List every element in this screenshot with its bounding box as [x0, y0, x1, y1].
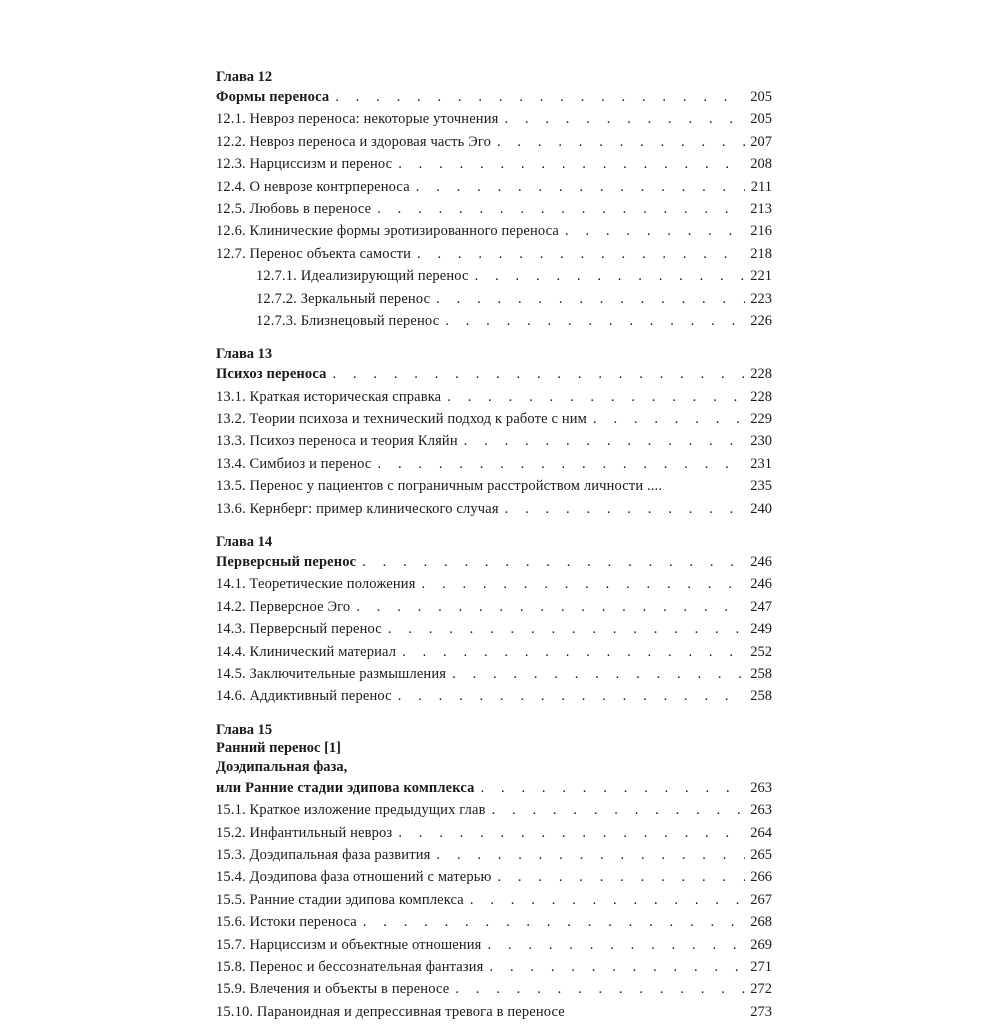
- toc-entry-page: 264: [750, 824, 772, 841]
- toc-entry-page: 258: [750, 665, 772, 682]
- dot-leader: [490, 956, 746, 978]
- dot-leader: [488, 934, 746, 956]
- toc-entry-page: 265: [750, 846, 772, 863]
- toc-entry[interactable]: [216, 866, 772, 888]
- toc-entry[interactable]: [216, 822, 772, 844]
- dot-leader: [398, 153, 745, 175]
- toc-entry[interactable]: [216, 956, 772, 978]
- chapter-label: Глава 14: [216, 534, 273, 551]
- toc-entry[interactable]: [216, 844, 772, 866]
- toc-entry-text: 12.4. О неврозе контрпереноса: [216, 178, 410, 195]
- toc-entry[interactable]: [216, 108, 772, 130]
- dot-leader: [475, 265, 745, 287]
- chapter-section: [216, 721, 772, 1023]
- toc-entry[interactable]: [216, 176, 772, 198]
- toc-entry-page: 235: [750, 478, 772, 495]
- dot-leader: [356, 596, 745, 618]
- toc-entry[interactable]: [216, 641, 772, 663]
- toc-entry[interactable]: [216, 1001, 772, 1023]
- toc-entry-page: 267: [750, 891, 772, 908]
- toc-entry-text: 15.2. Инфантильный невроз: [216, 824, 393, 841]
- toc-entry[interactable]: [216, 663, 772, 685]
- toc-entry-text: 13.1. Краткая историческая справка: [216, 388, 442, 405]
- toc-entry-text: 15.1. Краткое изложение предыдущих глав: [216, 802, 486, 819]
- dot-leader: [455, 978, 745, 1000]
- toc-entry-page: 230: [750, 433, 772, 450]
- dot-leader: [445, 310, 745, 332]
- toc-entry-page: 258: [750, 688, 772, 705]
- dot-leader: [452, 663, 745, 685]
- toc-entry-text: 15.8. Перенос и бессознательная фантазия: [216, 958, 484, 975]
- toc-entry[interactable]: [216, 573, 772, 595]
- toc-entry[interactable]: [216, 153, 772, 175]
- toc-entry-page: 213: [750, 200, 772, 217]
- toc-entry-page: 271: [750, 958, 772, 975]
- toc-entry-text: 14.2. Перверсное Эго: [216, 598, 351, 615]
- chapter-title-page: 205: [750, 89, 772, 105]
- toc-entry-text: 13.2. Теории психоза и технический подход к работе с ним: [216, 411, 587, 428]
- toc-entry[interactable]: [216, 475, 772, 497]
- toc-entry-text: 12.5. Любовь в переносе: [216, 200, 372, 217]
- toc-entry-text: 15.9. Влечения и объекты в переносе: [216, 981, 450, 998]
- chapter-title-page: 263: [750, 779, 772, 796]
- toc-entry-text: 15.5. Ранние стадии эдипова комплекса: [216, 891, 464, 908]
- toc-entry-text: 15.7. Нарциссизм и объектные отношения: [216, 936, 482, 953]
- toc-entry-page: 246: [750, 576, 772, 593]
- chapter-section: [216, 533, 772, 708]
- toc-entry-text: 13.4. Симбиоз и перенос: [216, 455, 372, 472]
- dot-leader: [422, 573, 745, 595]
- toc-entry[interactable]: [216, 243, 772, 265]
- toc-entry-text: 14.1. Теоретические положения: [216, 576, 416, 593]
- toc-entry-text: 12.7. Перенос объекта самости: [216, 245, 411, 262]
- toc-entry-page: 269: [750, 936, 772, 953]
- dot-leader: [332, 363, 745, 385]
- toc-entry-text: 13.3. Психоз переноса и теория Кляйн: [216, 433, 458, 450]
- toc-entry-text: 14.4. Клинический материал: [216, 643, 397, 660]
- dot-leader: [402, 641, 745, 663]
- chapter-title-page: 228: [750, 366, 772, 383]
- chapter-title[interactable]: [216, 551, 772, 573]
- chapter-title-text: или Ранние стадии эдипова комплекса: [216, 779, 475, 796]
- dot-leader: [447, 386, 745, 408]
- toc-entry[interactable]: [216, 498, 772, 520]
- table-of-contents: [216, 68, 772, 1036]
- toc-entry-page: 221: [750, 268, 772, 285]
- dot-leader: [492, 799, 745, 821]
- chapter-title[interactable]: [216, 86, 772, 108]
- toc-entry-page: 272: [750, 981, 772, 998]
- toc-entry[interactable]: [216, 453, 772, 475]
- dot-leader: [377, 198, 745, 220]
- dot-leader: [481, 777, 745, 799]
- toc-entry[interactable]: [216, 430, 772, 452]
- chapter-section: [216, 345, 772, 520]
- toc-entry[interactable]: [216, 618, 772, 640]
- dot-leader: [398, 822, 745, 844]
- toc-entry-text: 15.10. Параноидная и депрессивная тревога в переносе: [216, 1003, 565, 1020]
- toc-entry-text: 12.1. Невроз переноса: некоторые уточнения: [216, 111, 499, 128]
- dot-leader: [363, 911, 745, 933]
- toc-entry-text: 13.6. Кернберг: пример клинического случая: [216, 500, 499, 517]
- toc-entry[interactable]: [216, 934, 772, 956]
- dot-leader: [436, 288, 745, 310]
- chapter-title-text: Психоз переноса: [216, 366, 327, 383]
- toc-entry[interactable]: [216, 220, 772, 242]
- chapter-title-text: Формы переноса: [216, 89, 330, 105]
- dot-leader: [593, 408, 745, 430]
- dot-leader: [505, 498, 745, 520]
- dot-leader: [497, 866, 745, 888]
- dot-leader: [335, 86, 745, 108]
- toc-entry-page: 218: [750, 245, 772, 262]
- toc-entry[interactable]: [216, 911, 772, 933]
- toc-entry-page: 207: [750, 133, 772, 150]
- toc-entry-page: 205: [750, 111, 772, 128]
- dot-leader: [417, 243, 745, 265]
- toc-entry[interactable]: [216, 310, 772, 332]
- toc-entry[interactable]: [216, 596, 772, 618]
- toc-entry[interactable]: [216, 685, 772, 707]
- toc-entry-page: 229: [750, 411, 772, 428]
- chapter-label: Глава 13: [216, 346, 273, 363]
- chapter-section: [216, 68, 772, 332]
- toc-entry-text: 12.3. Нарциссизм и перенос: [216, 156, 393, 173]
- toc-entry-page: 249: [750, 621, 772, 638]
- toc-entry[interactable]: [216, 131, 772, 153]
- toc-entry[interactable]: [216, 198, 772, 220]
- toc-entry-page: 266: [750, 869, 772, 886]
- toc-entry-text: 12.7.1. Идеализирующий перенос: [256, 268, 469, 285]
- dot-leader: [436, 844, 745, 866]
- toc-entry-page: 228: [750, 388, 772, 405]
- toc-entry-text: 15.3. Доэдипальная фаза развития: [216, 846, 431, 863]
- toc-entry-text: 12.7.2. Зеркальный перенос: [256, 290, 431, 307]
- dot-leader: [470, 889, 745, 911]
- toc-entry-page: 208: [750, 156, 772, 173]
- toc-entry-page: 273: [750, 1003, 772, 1020]
- toc-entry-text: 12.2. Невроз переноса и здоровая часть Эго: [216, 133, 491, 150]
- toc-entry[interactable]: [216, 978, 772, 1000]
- toc-entry-text: 14.5. Заключительные размышления: [216, 665, 447, 682]
- dot-leader: [398, 685, 745, 707]
- chapter-title[interactable]: [216, 777, 772, 799]
- toc-entry-text: 12.6. Клинические формы эротизированного переноса: [216, 223, 560, 240]
- toc-entry[interactable]: [216, 408, 772, 430]
- toc-entry-text: 14.6. Аддиктивный перенос: [216, 688, 392, 705]
- toc-entry[interactable]: [216, 799, 772, 821]
- dot-leader: [416, 176, 745, 198]
- chapter-title-page: 246: [750, 554, 772, 571]
- dot-leader: [565, 220, 745, 242]
- toc-entry-page: 211: [750, 178, 772, 195]
- toc-entry-page: 223: [750, 290, 772, 307]
- toc-entry-page: 240: [750, 500, 772, 517]
- toc-entry-page: 263: [750, 802, 772, 819]
- chapter-title[interactable]: [216, 363, 772, 385]
- toc-entry[interactable]: [216, 386, 772, 408]
- toc-entry[interactable]: [216, 288, 772, 310]
- chapter-label: Глава 15: [216, 721, 273, 738]
- toc-entry-text: 13.5. Перенос у пациентов с пограничным расстройством личности ....: [216, 478, 663, 495]
- toc-entry-page: 226: [750, 312, 772, 329]
- toc-entry-text: 12.7.3. Близнецовый перенос: [256, 312, 440, 329]
- chapter-title-text: Перверсный перенос: [216, 554, 357, 571]
- toc-entry[interactable]: [216, 889, 772, 911]
- toc-entry[interactable]: [216, 265, 772, 287]
- dot-leader: [362, 551, 745, 573]
- toc-entry-page: 231: [750, 455, 772, 472]
- dot-leader: [388, 618, 745, 640]
- dot-leader: [378, 453, 746, 475]
- dot-leader: [497, 131, 745, 153]
- toc-entry-page: 252: [750, 643, 772, 660]
- toc-entry-text: 15.6. Истоки переноса: [216, 914, 357, 931]
- toc-entry-page: 247: [750, 598, 772, 615]
- toc-entry-page: 216: [750, 223, 772, 240]
- chapter-label: Глава 12: [216, 69, 273, 85]
- toc-entry-text: 15.4. Доэдипова фаза отношений с матерью: [216, 869, 492, 886]
- chapter-title-line: Доэдипальная фаза,: [216, 758, 348, 775]
- dot-leader: [504, 108, 745, 130]
- toc-entry-page: 268: [750, 914, 772, 931]
- toc-entry-text: 14.3. Перверсный перенос: [216, 621, 382, 638]
- dot-leader: [464, 430, 745, 452]
- chapter-title-line: Ранний перенос [1]: [216, 739, 342, 756]
